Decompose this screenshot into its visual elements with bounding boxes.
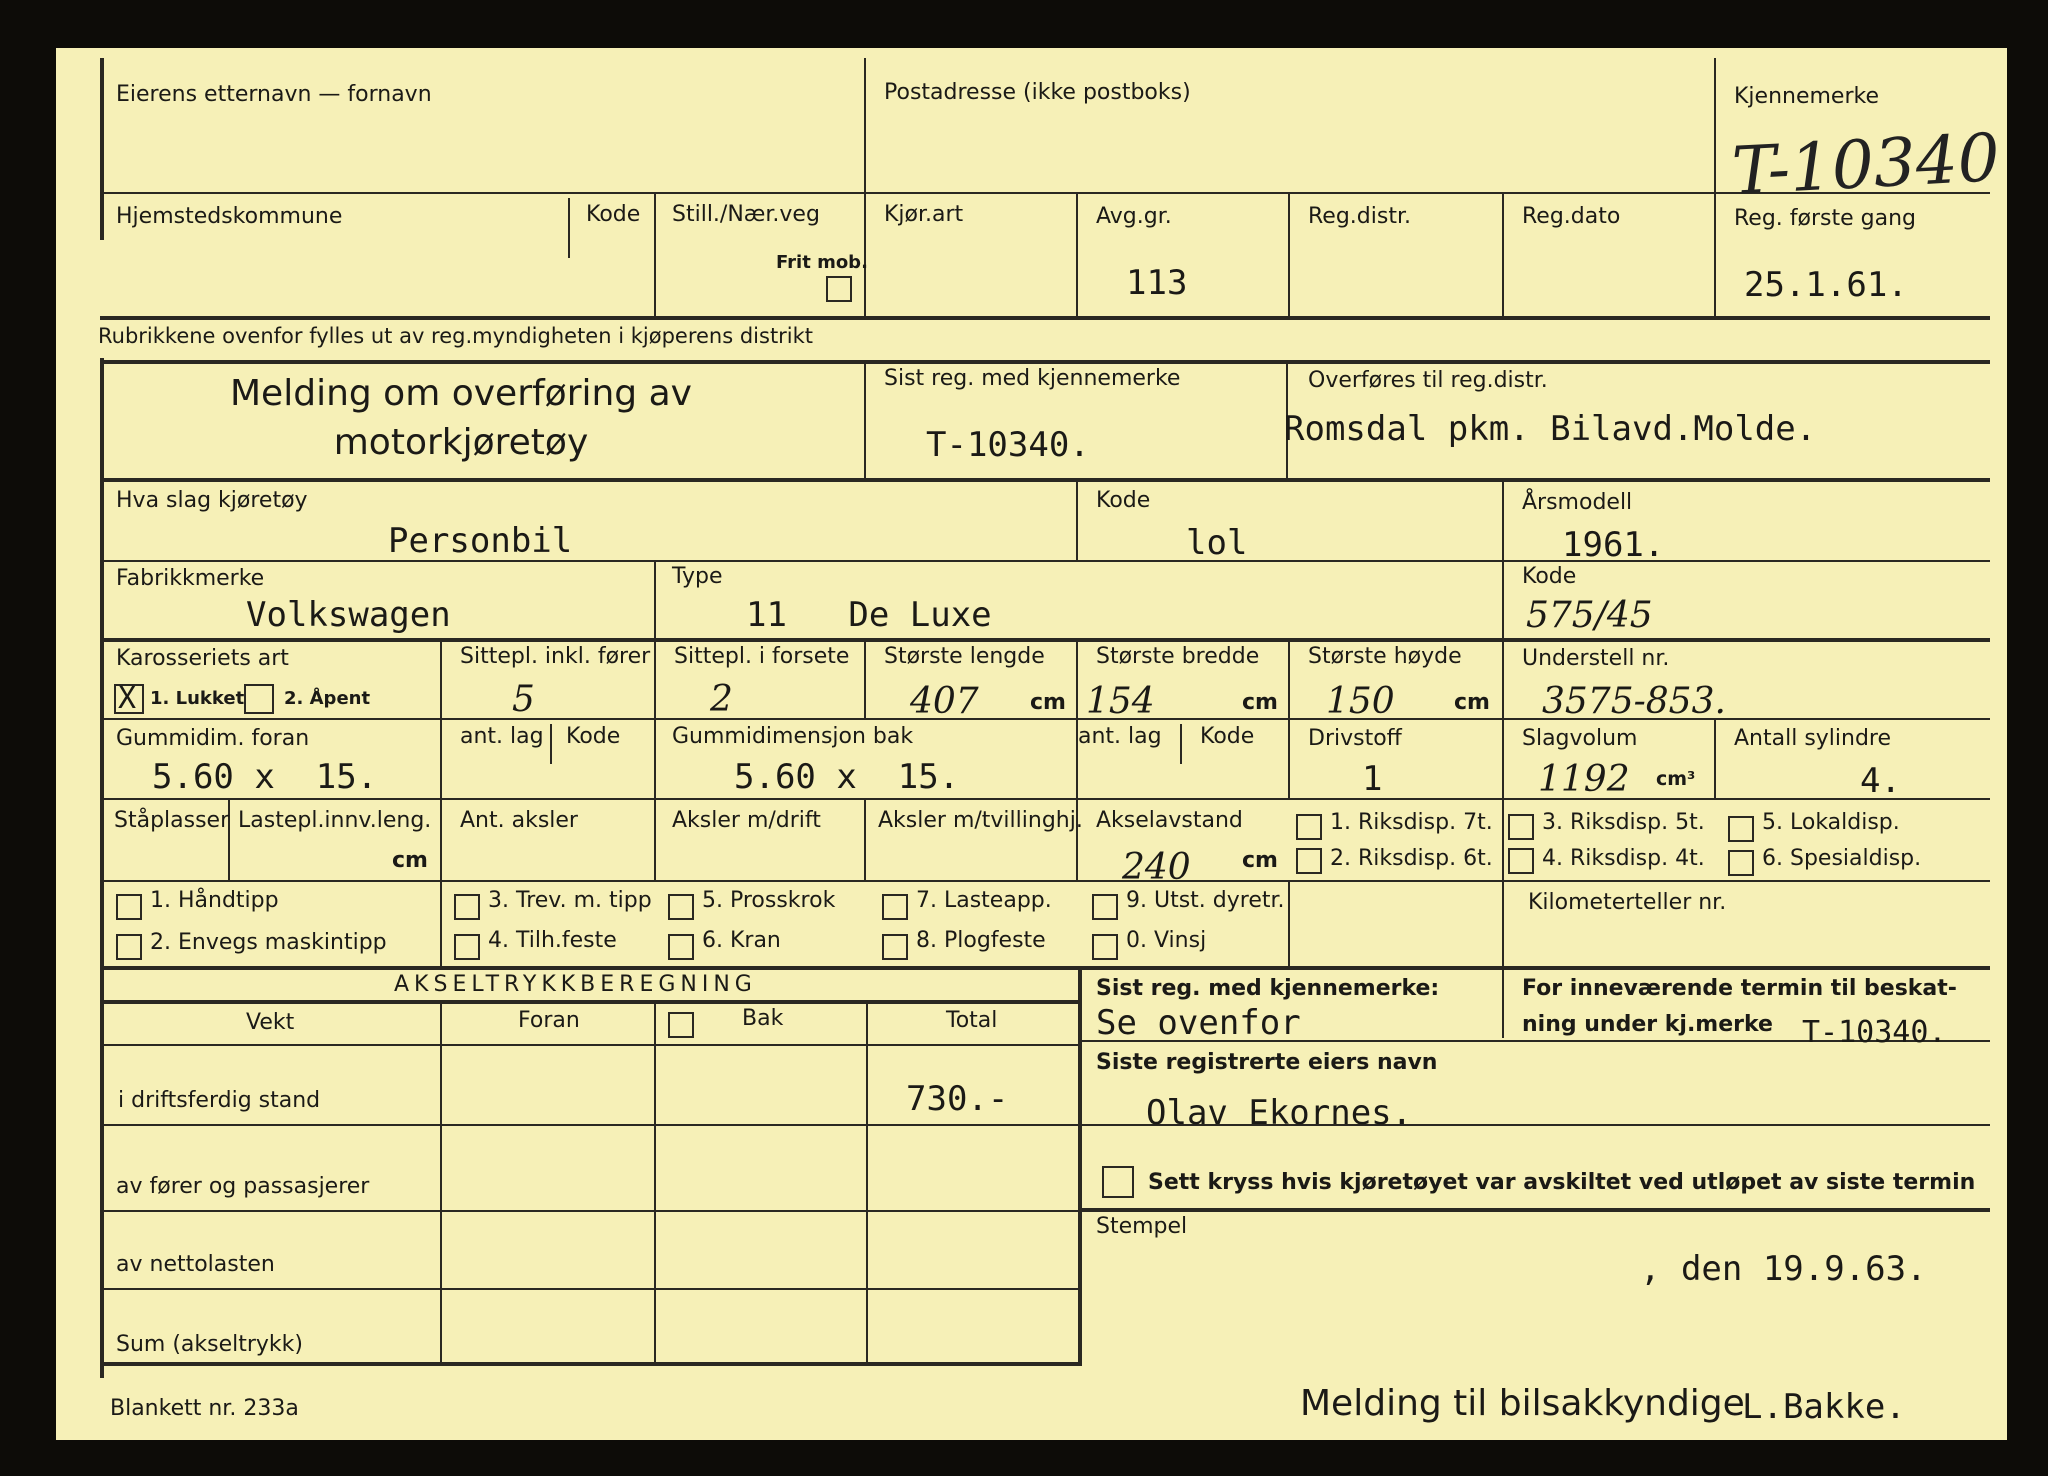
winch-label: 0. Vinsj (1126, 928, 1207, 953)
divider (1502, 718, 1504, 798)
divider (1502, 798, 1504, 880)
trailer-hitch-label: 4. Tilh.feste (488, 928, 617, 953)
divider (568, 198, 570, 258)
rule (100, 1210, 1082, 1212)
owner-label: Eierens etternavn — fornavn (116, 82, 432, 107)
height-unit: cm (1454, 690, 1490, 715)
tire-rear-label: Gummidimensjon bak (672, 724, 914, 749)
divider (550, 724, 552, 764)
first-reg-value: 25.1.61. (1744, 265, 1908, 305)
footer-signature: L.Bakke. (1742, 1387, 1906, 1427)
date-value: , den 19.9.63. (1640, 1249, 1927, 1289)
type-value: 11 De Luxe (746, 595, 992, 635)
divider (864, 638, 866, 718)
code-label: Kode (586, 202, 641, 227)
divider (440, 638, 442, 718)
wheelbase-unit: cm (1242, 848, 1278, 873)
rear-header: Bak (742, 1006, 784, 1031)
form-title-line2: motorkjøretøy (333, 421, 589, 463)
stamp-label: Stempel (1096, 1214, 1188, 1239)
cylinders-label: Antall sylindre (1734, 726, 1892, 751)
form-title (146, 370, 776, 467)
plate-label: Kjennemerke (1734, 84, 1879, 109)
special-disp-checkbox[interactable] (1728, 850, 1754, 876)
divider (654, 1000, 656, 1362)
crane-checkbox[interactable] (668, 934, 694, 960)
body-closed-mark: X (118, 681, 137, 716)
free-moped-checkbox[interactable] (826, 276, 852, 302)
loader-label: 7. Lasteapp. (916, 888, 1052, 913)
fuel-label: Drivstoff (1308, 726, 1402, 751)
divider (654, 718, 656, 798)
rule (100, 360, 1990, 364)
odometer-label: Kilometerteller nr. (1528, 890, 1727, 915)
postal-label: Postadresse (ikke postboks) (884, 80, 1191, 105)
twin-axles-label: Aksler m/tvillinghj. (878, 808, 1083, 833)
divider (1180, 724, 1182, 764)
make-code-value: 575/45 (1526, 595, 1653, 636)
cargo-len-label: Lastepl.innv.leng. (238, 808, 432, 833)
divider (440, 718, 442, 798)
ply-label-2: ant. lag (1078, 724, 1162, 749)
rule (100, 966, 1990, 970)
blankett-number: Blankett nr. 233a (110, 1396, 299, 1421)
riks-7t-label: 1. Riksdisp. 7t. (1330, 810, 1493, 835)
riks-4t-checkbox[interactable] (1508, 848, 1534, 874)
axles-label: Ant. aksler (460, 808, 578, 833)
make-value: Volkswagen (246, 595, 451, 635)
front-header: Foran (518, 1008, 580, 1033)
divider (1502, 478, 1504, 560)
deregistered-label: Sett kryss hvis kjøretøyet var avskiltet ved utløpet av siste termin (1148, 1170, 1976, 1195)
hand-tipper-checkbox[interactable] (116, 894, 142, 920)
divider (1714, 718, 1716, 798)
notice-text: Rubrikkene ovenfor fylles ut av reg.myndigheten i kjøperens distrikt (98, 324, 814, 348)
riks-4t-label: 4. Riksdisp. 4t. (1542, 846, 1705, 871)
divider (1288, 638, 1290, 718)
divider (654, 192, 656, 316)
three-way-tipper-checkbox[interactable] (454, 894, 480, 920)
rule (100, 1044, 1082, 1046)
rule (100, 478, 1990, 482)
row-operating-label: i driftsferdig stand (118, 1088, 321, 1113)
height-label: Største høyde (1308, 644, 1462, 669)
ply-code-label: Kode (566, 724, 621, 749)
front-seats-label: Sittepl. i forsete (674, 644, 850, 669)
divider (440, 1000, 442, 1362)
kind-code-value: lol (1186, 523, 1248, 563)
axle-table-title: AKSELTRYKKBEREGNING (394, 972, 757, 997)
divider (1076, 478, 1078, 560)
rear-checkbox[interactable] (668, 1012, 694, 1038)
divider (654, 798, 656, 880)
cargo-len-unit: cm (392, 848, 428, 873)
prosskrok-label: 5. Prosskrok (702, 888, 836, 913)
plough-mount-checkbox[interactable] (882, 934, 908, 960)
local-disp-checkbox[interactable] (1728, 816, 1754, 842)
rule (100, 1288, 1082, 1290)
length-label: Største lengde (884, 644, 1045, 669)
row-driver-label: av fører og passasjerer (116, 1174, 370, 1199)
width-unit: cm (1242, 690, 1278, 715)
left-border-lower (100, 358, 104, 1378)
riks-5t-checkbox[interactable] (1508, 814, 1534, 840)
divider (1076, 638, 1078, 718)
divider (1288, 192, 1290, 316)
first-reg-label: Reg. første gang (1734, 206, 1917, 231)
model-year-label: Årsmodell (1522, 490, 1633, 515)
riks-7t-checkbox[interactable] (1296, 814, 1322, 840)
prosskrok-checkbox[interactable] (668, 894, 694, 920)
plough-mount-label: 8. Plogfeste (916, 928, 1046, 953)
body-open-checkbox[interactable] (244, 684, 274, 714)
divider (1288, 718, 1290, 798)
wheelbase-label: Akselavstand (1096, 808, 1243, 833)
rule (100, 192, 1990, 194)
drive-type-label: Kjør.art (884, 202, 964, 227)
tire-front-label: Gummidim. foran (116, 726, 310, 751)
last-reg-value: T-10340. (926, 425, 1090, 465)
displacement-label: Slagvolum (1522, 726, 1638, 751)
rule (100, 1362, 1082, 1366)
rule (100, 1124, 1082, 1126)
length-unit: cm (1030, 690, 1066, 715)
row-sum-label: Sum (akseltrykk) (116, 1332, 303, 1357)
machine-tipper-label: 2. Envegs maskintipp (150, 930, 387, 955)
body-open-label: 2. Åpent (284, 688, 371, 709)
divider (1288, 880, 1290, 966)
left-border (100, 58, 104, 240)
body-closed-label: 1. Lukket (150, 688, 245, 709)
length-value: 407 (910, 681, 979, 722)
loader-checkbox[interactable] (882, 894, 908, 920)
rule (100, 798, 1990, 800)
rule (100, 560, 1990, 562)
riks-5t-label: 3. Riksdisp. 5t. (1542, 810, 1705, 835)
make-code-label: Kode (1522, 564, 1577, 589)
chassis-label: Understell nr. (1522, 646, 1670, 671)
registration-card (56, 48, 2007, 1440)
last-reg2-value: Se ovenfor (1096, 1003, 1301, 1043)
divider (1502, 192, 1504, 316)
term-label-2: ning under kj.merke (1522, 1012, 1773, 1037)
last-owner-label: Siste registrerte eiers navn (1096, 1050, 1438, 1075)
divider (1502, 966, 1504, 1038)
machine-tipper-checkbox[interactable] (116, 934, 142, 960)
divider (654, 560, 656, 638)
term-label-1: For inneværende termin til beskat- (1522, 976, 1957, 1001)
divider (1076, 192, 1078, 316)
make-label: Fabrikkmerke (116, 566, 265, 591)
rule (100, 880, 1990, 882)
animal-equip-label: 9. Utst. dyretr. (1126, 888, 1285, 913)
form-title-line1: Melding om overføring av (230, 373, 692, 414)
width-value: 154 (1086, 681, 1155, 722)
front-seats-value: 2 (710, 679, 733, 720)
riks-6t-checkbox[interactable] (1296, 848, 1322, 874)
reg-district-label: Reg.distr. (1308, 204, 1411, 229)
deregistered-checkbox[interactable] (1102, 1166, 1134, 1198)
wheelbase-value: 240 (1122, 847, 1191, 888)
riks-6t-label: 2. Riksdisp. 6t. (1330, 846, 1493, 871)
chassis-value: 3575-853. (1542, 681, 1726, 722)
tax-group-label: Avg.gr. (1096, 204, 1172, 229)
divider (1714, 58, 1716, 316)
winch-checkbox[interactable] (1092, 934, 1118, 960)
displacement-value: 1192 (1538, 759, 1630, 800)
divider (1502, 638, 1504, 718)
reg-date-label: Reg.dato (1522, 204, 1621, 229)
fuel-value: 1 (1362, 759, 1383, 799)
ply-label: ant. lag (460, 724, 544, 749)
last-owner-value: Olav Ekornes. (1146, 1093, 1413, 1133)
animal-equip-checkbox[interactable] (1092, 894, 1118, 920)
width-label: Største bredde (1096, 644, 1260, 669)
divider (654, 638, 656, 718)
divider (440, 880, 442, 966)
kind-code-label: Kode (1096, 488, 1151, 513)
transfer-label: Overføres til reg.distr. (1308, 368, 1548, 393)
row-netload-label: av nettolasten (116, 1252, 275, 1277)
footer-label: Melding til bilsakkyndige (1300, 1383, 1745, 1424)
hand-tipper-label: 1. Håndtipp (150, 888, 279, 913)
divider (1502, 880, 1504, 966)
height-value: 150 (1326, 681, 1395, 722)
body-label: Karosseriets art (116, 646, 289, 671)
tax-group-value: 113 (1126, 263, 1188, 303)
seats-value: 5 (512, 679, 535, 720)
three-way-tipper-label: 3. Trev. m. tipp (488, 888, 652, 913)
weight-header: Vekt (246, 1010, 295, 1035)
divider (864, 360, 866, 478)
divider (440, 798, 442, 880)
rule (1078, 1208, 1990, 1212)
rule (100, 638, 1990, 642)
rule (100, 316, 1990, 320)
divider (864, 798, 866, 880)
position-label: Still./Nær.veg (672, 202, 820, 227)
divider (864, 58, 866, 192)
last-reg2-label: Sist reg. med kjennemerke: (1096, 976, 1440, 1001)
last-reg-label: Sist reg. med kjennemerke (884, 366, 1181, 391)
tire-rear-value: 5.60 x 15. (734, 757, 960, 797)
trailer-hitch-checkbox[interactable] (454, 934, 480, 960)
drive-axles-label: Aksler m/drift (672, 808, 821, 833)
divider (1078, 966, 1082, 1362)
plate-value: T-10340 (1730, 119, 2002, 210)
vehicle-kind-value: Personbil (388, 521, 573, 561)
model-year-value: 1961. (1562, 525, 1665, 565)
vehicle-kind-label: Hva slag kjøretøy (116, 488, 308, 513)
transfer-value: Romsdal pkm. Bilavd.Molde. (1284, 409, 1817, 449)
standing-label: Ståplasser (114, 808, 230, 833)
free-moped-label: Frit mob. (776, 252, 868, 273)
crane-label: 6. Kran (702, 928, 781, 953)
displacement-unit: cm³ (1656, 768, 1696, 790)
term-value: T-10340. (1802, 1015, 1947, 1050)
rule (100, 1000, 1082, 1004)
municipality-label: Hjemstedskommune (116, 204, 343, 229)
local-disp-label: 5. Lokaldisp. (1762, 810, 1900, 835)
seats-label: Sittepl. inkl. fører (460, 644, 651, 669)
ply-code-label-2: Kode (1200, 724, 1255, 749)
tire-front-value: 5.60 x 15. (152, 757, 378, 797)
total-header: Total (946, 1008, 998, 1033)
cylinders-value: 4. (1860, 761, 1901, 801)
divider (1502, 560, 1504, 638)
row-operating-total: 730.- (906, 1079, 1009, 1119)
divider (866, 1000, 868, 1362)
type-label: Type (672, 564, 723, 589)
special-disp-label: 6. Spesialdisp. (1762, 846, 1922, 871)
